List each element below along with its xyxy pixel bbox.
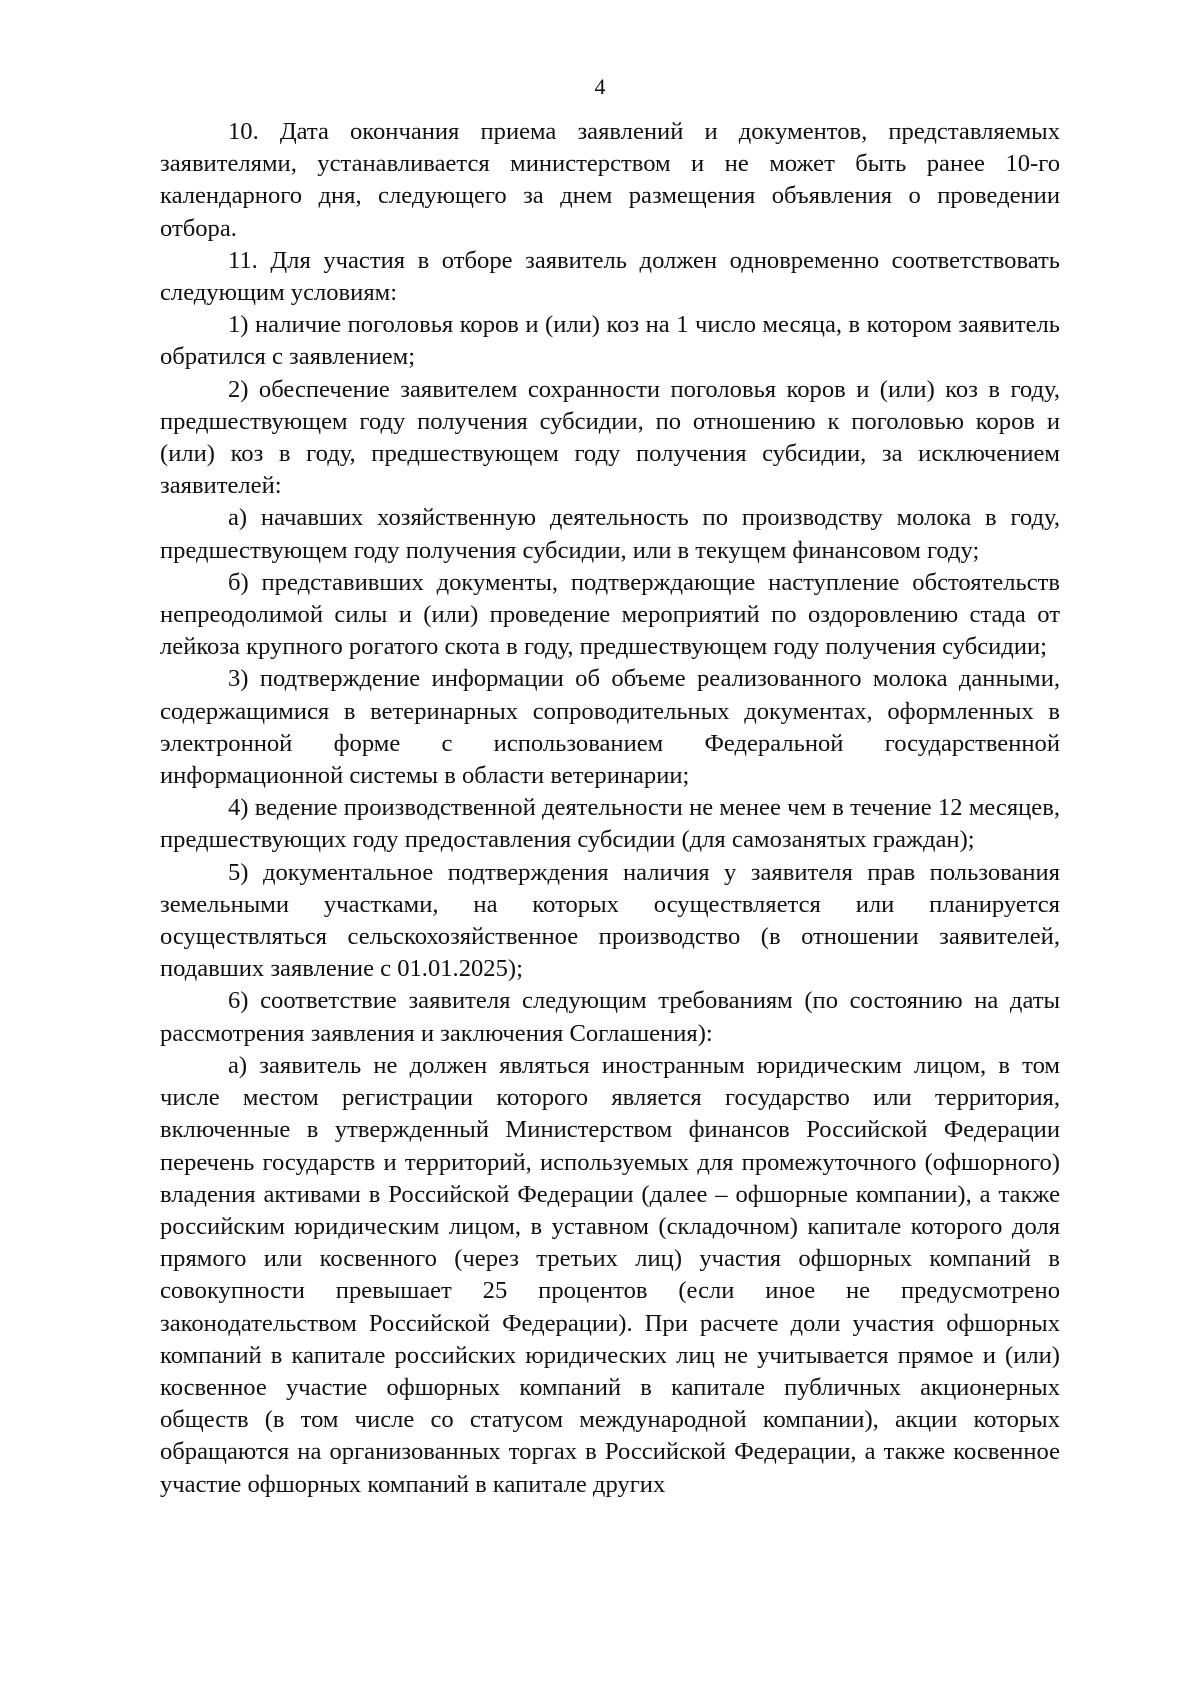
condition-5: 5) документальное подтверждения наличия у заявителя прав пользования земельными участками, на которых осуществляется или планируется осуществляться сельскохозяйственное производство (в отношении заявителей, подавших заявление с 01.01.2025); [160, 858, 1060, 983]
page-number: 4 [594, 74, 606, 99]
condition-2-a: а) начавших хозяйственную деятельность по производству молока в году, предшествующем году получения субсидии, или в текущем финансовом году; [160, 504, 1060, 564]
document-body [160, 116, 1060, 1501]
condition-6-a: а) заявитель не должен являться иностранным юридическим лицом, в том числе местом регистрации которого является государство или территория, включенные в утвержденный Министерством финансов Российской Федерации перечень государств и территорий, используемых для промежуточного (офшорного) владения активами в Российской Федерации (далее – офшорные компании), а также российским юридическим лицом, в уставном (складочном) капитале которого доля прямого или косвенного (через третьих лиц) участия офшорных компаний в совокупности превышает 25 процентов (если иное не предусмотрено законодательством Российской Федерации). При расчете доли участия офшорных компаний в капитале российских юридических лиц не учитывается прямое и (или) косвенное участие офшорных компаний в капитале публичных акционерных обществ (в том числе со статусом международной компании), акции которых обращаются на организованных торгах в Российской Федерации, а также косвенное участие офшорных компаний в капитале других [160, 1051, 1060, 1498]
condition-1: 1) наличие поголовья коров и (или) коз на 1 число месяца, в котором заявитель обратился с заявлением; [160, 311, 1060, 371]
paragraph-10: 10. Дата окончания приема заявлений и документов, представляемых заявителями, устанавливается министерством и не может быть ранее 10-го календарного дня, следующего за днем размещения объявления о проведении отбора. [160, 118, 1060, 242]
condition-3: 3) подтверждение информации об объеме реализованного молока данными, содержащимися в ветеринарных сопроводительных документах, оформленных в электронной форме с использованием Федеральной государственной информационной системы в области ветеринарии; [160, 665, 1060, 790]
condition-4: 4) ведение производственной деятельности не менее чем в течение 12 месяцев, предшествующих году предоставления субсидии (для самозанятых граждан); [160, 794, 1060, 854]
condition-6: 6) соответствие заявителя следующим требованиям (по состоянию на даты рассмотрения заявления и заключения Соглашения): [160, 987, 1060, 1047]
condition-2: 2) обеспечение заявителем сохранности поголовья коров и (или) коз в году, предшествующем году получения субсидии, по отношению к поголовью коров и (или) коз в году, предшествующем году получения субсидии, за исключением заявителей: [160, 375, 1060, 500]
paragraph-11: 11. Для участия в отборе заявитель должен одновременно соответствовать следующим условиям: [160, 246, 1060, 307]
condition-2-b: б) представивших документы, подтверждающие наступление обстоятельств непреодолимой силы и (или) проведение мероприятий по оздоровлению стада от лейкоза крупного рогатого скота в году, предшествующем году получения субсидии; [160, 568, 1060, 661]
